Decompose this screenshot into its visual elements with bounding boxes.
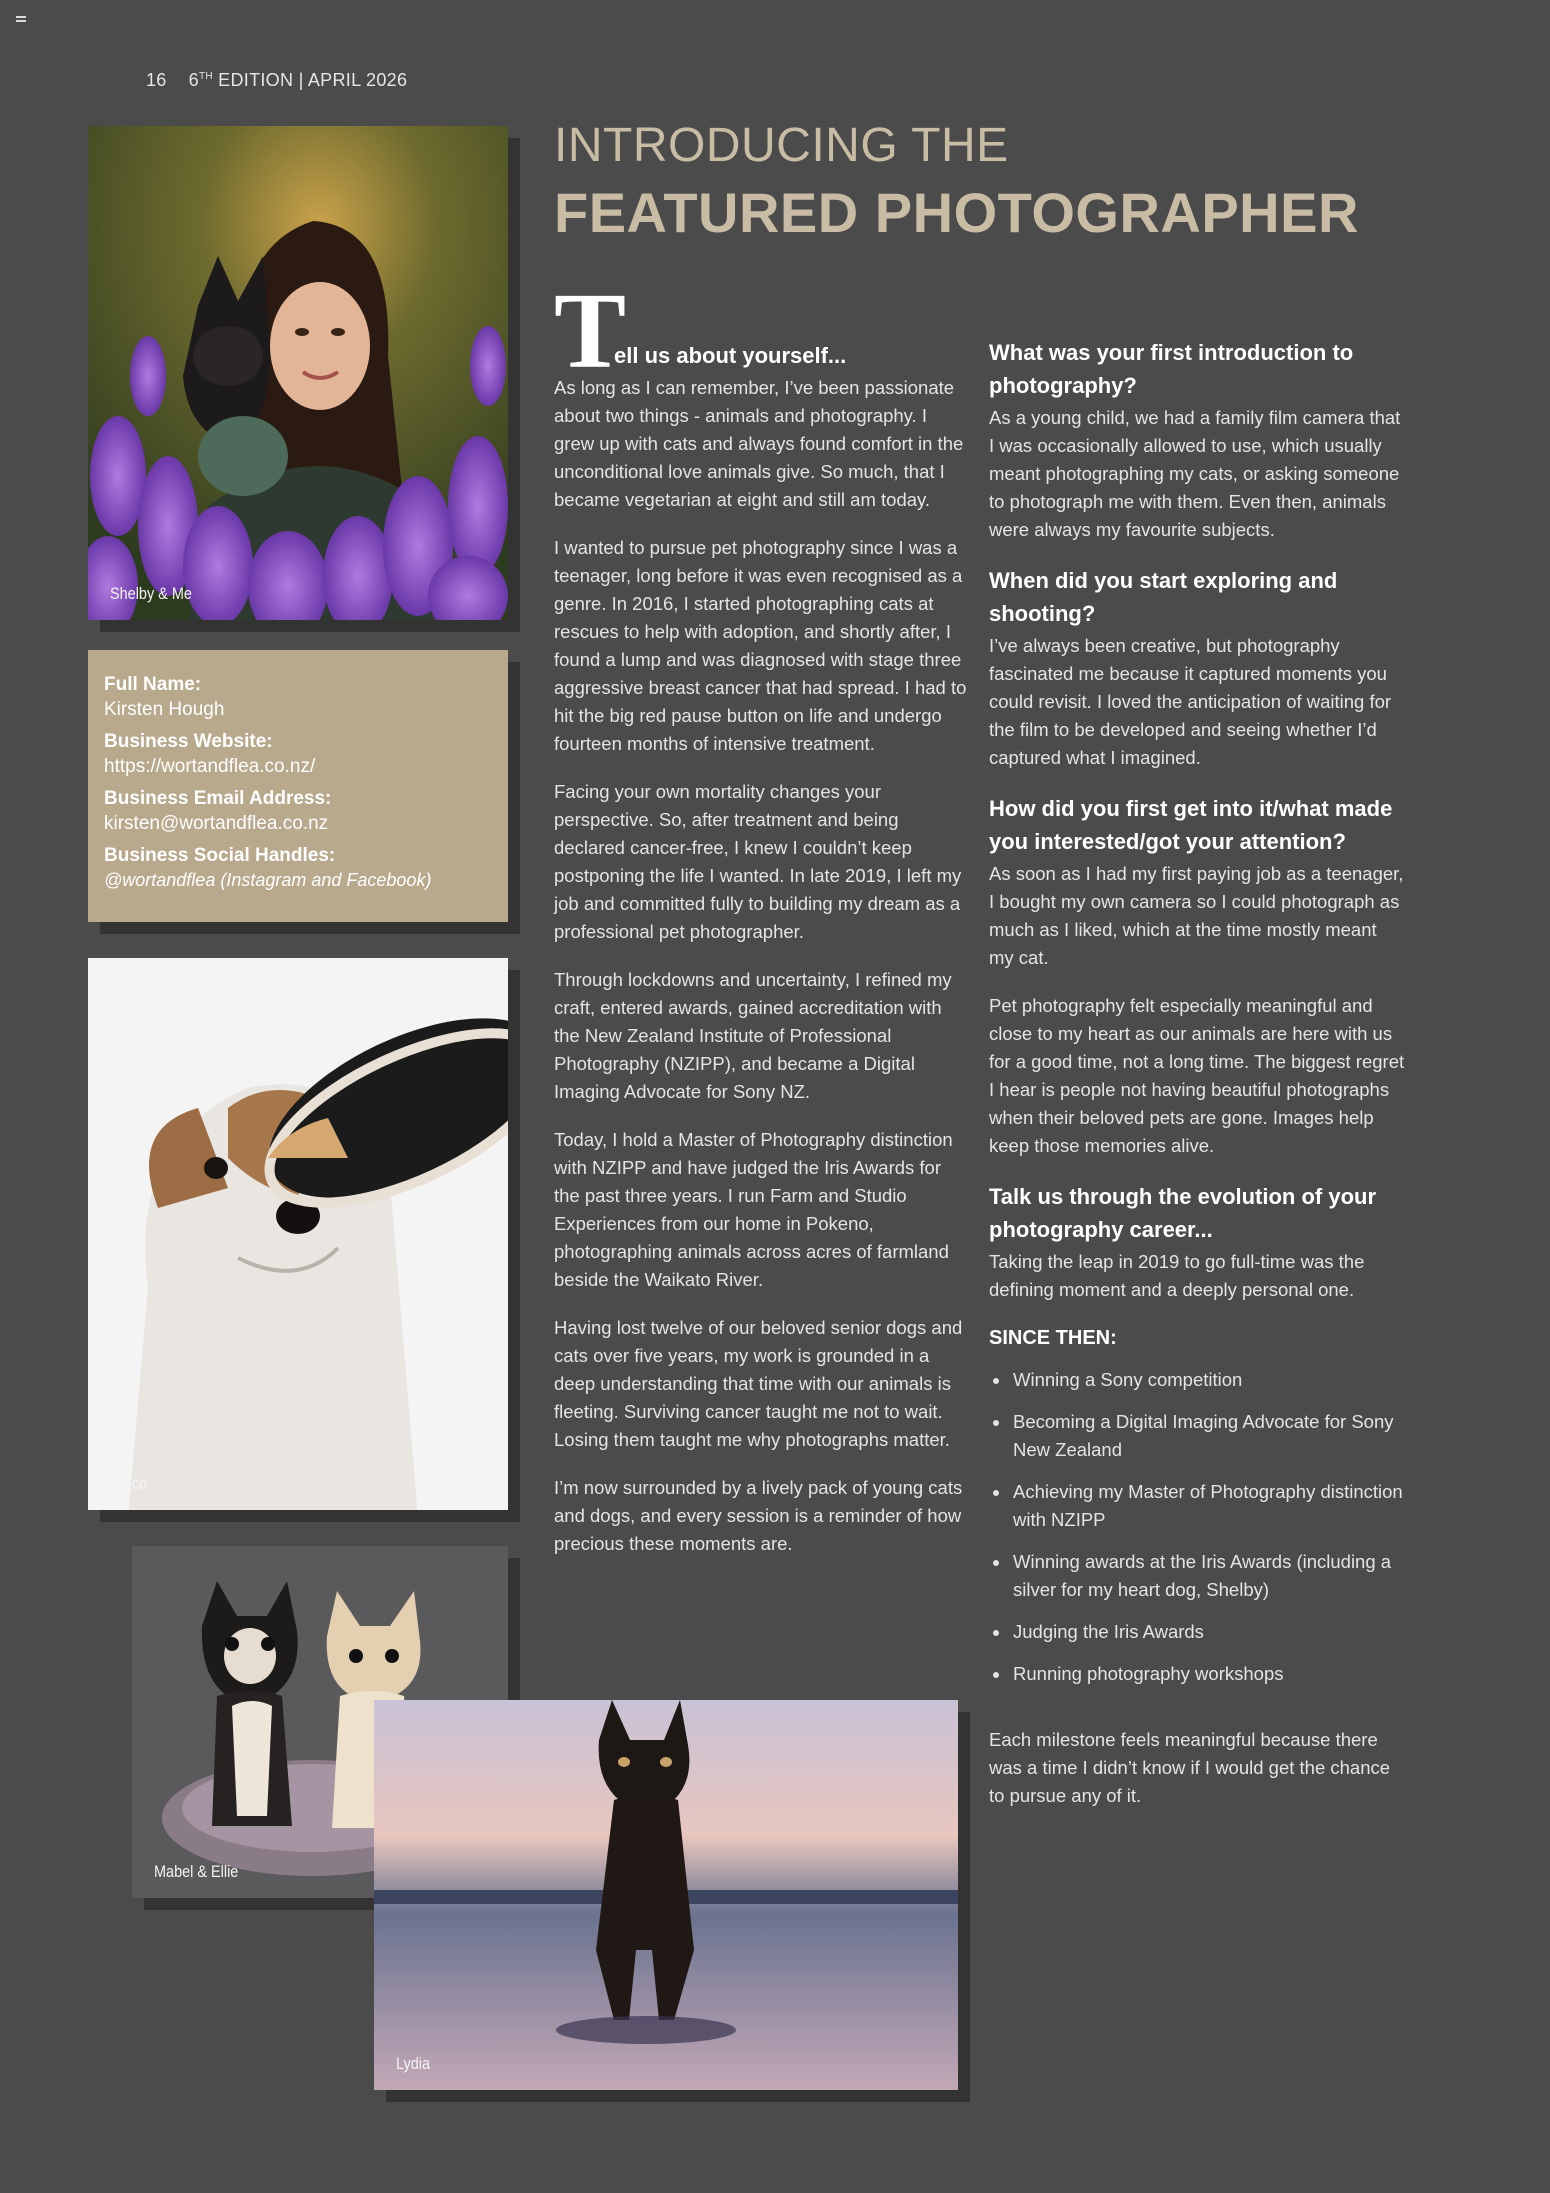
since-then-heading: SINCE THEN: bbox=[989, 1327, 1117, 1349]
paragraph: As a young child, we had a family film camera that I was occasionally allowed to use, which usually meant photographing my cats, or asking someone to photograph me with them. Even then, animals were always my favourite subjects. bbox=[989, 407, 1401, 540]
social-label: Business Social Handles: bbox=[104, 845, 336, 866]
dog-image bbox=[88, 958, 508, 1510]
website-label: Business Website: bbox=[104, 731, 273, 752]
photo-caption: Lydia bbox=[396, 2054, 431, 2073]
edition-date: EDITION | APRIL 2026 bbox=[212, 70, 408, 90]
closing-paragraph: Each milestone feels meaningful because there was a time I didn’t know if I would get the chance to pursue any of it. bbox=[989, 1729, 1391, 1806]
dog-running-image bbox=[374, 1700, 958, 2090]
paragraph: I’m now surrounded by a lively pack of young cats and dogs, and every session is a reminder of how precious these moments are. bbox=[554, 1477, 963, 1554]
photo-chico bbox=[88, 958, 508, 1510]
list-item: • Achieving my Master of Photography distinction with NZIPP bbox=[1011, 1478, 1405, 1534]
edition-number: 6 bbox=[188, 70, 199, 90]
list-item: • Running photography workshops bbox=[1011, 1660, 1405, 1688]
milestone-list bbox=[989, 1366, 1405, 1688]
paragraph: As soon as I had my first paying job as a teenager, I bought my own camera so I could photograph as much as I liked, which at the time mostly meant my cat. bbox=[989, 863, 1404, 968]
paragraph: Today, I hold a Master of Photography distinction with NZIPP and have judged the Iris Awards for the past three years. I run Farm and Studio Experiences from our home in Pokeno, photographing animals across acres of farmland beside the Waikato River. bbox=[554, 1129, 953, 1290]
title-intro: INTRODUCING THE bbox=[554, 119, 1009, 172]
photo-shelby-and-me bbox=[88, 126, 508, 620]
question-heading: What was your first introduction to photography? bbox=[989, 340, 1354, 398]
menu-icon[interactable] bbox=[16, 16, 26, 24]
intro-heading-text: ell us about yourself... bbox=[614, 343, 847, 368]
paragraph: Having lost twelve of our beloved senior dogs and cats over five years, my work is grounded in a deep understanding that time with our animals is fleeting. Surviving cancer taught me not to wait. Losing them taught me why photographs matter. bbox=[554, 1317, 963, 1450]
edition-suffix: TH bbox=[198, 71, 213, 82]
article-column-right bbox=[989, 336, 1405, 1830]
photographer-info-box bbox=[88, 650, 508, 922]
paragraph: Through lockdowns and uncertainty, I refined my craft, entered awards, gained accreditation with the New Zealand Institute of Professional Photography (NZIPP), and became a Digital Imaging Advocate for Sony NZ. bbox=[554, 969, 952, 1102]
question-heading: When did you start exploring and shooting? bbox=[989, 568, 1338, 626]
list-item: • Becoming a Digital Imaging Advocate for Sony New Zealand bbox=[1011, 1408, 1405, 1464]
list-item: • Winning awards at the Iris Awards (including a silver for my heart dog, Shelby) bbox=[1011, 1548, 1405, 1604]
question-heading: Talk us through the evolution of your photography career... bbox=[989, 1184, 1377, 1242]
intro-heading bbox=[554, 272, 970, 391]
paragraph: I wanted to pursue pet photography since I was a teenager, long before it was even recognised as a genre. In 2016, I started photographing cats at rescues to help with adoption, and shortly after, I found a lump and was diagnosed with stage three aggressive breast cancer that had spread. I had to hit the big red pause button on life and undergo fourteen months of intensive treatment. bbox=[554, 537, 967, 754]
drop-cap: T bbox=[554, 272, 627, 391]
paragraph: Facing your own mortality changes your perspective. So, after treatment and being declared cancer-free, I knew I couldn’t keep postponing the life I wanted. In late 2019, I left my job and committed fully to building my dream as a professional pet photographer. bbox=[554, 781, 962, 942]
portrait-image bbox=[88, 126, 508, 620]
page-header bbox=[146, 70, 407, 91]
full-name-value: Kirsten Hough bbox=[104, 699, 225, 720]
photo-caption: Mabel & Ellie bbox=[154, 1862, 239, 1881]
paragraph: As long as I can remember, I’ve been passionate about two things - animals and photography. I grew up with cats and always found comfort in the unconditional love animals give. So much, that I became vegetarian at eight and still am today. bbox=[554, 377, 964, 510]
social-handles: @wortandflea (Instagram and Facebook) bbox=[104, 870, 432, 890]
full-name-label: Full Name: bbox=[104, 674, 202, 695]
article-column-left bbox=[554, 272, 970, 1578]
photo-caption: Shelby & Me bbox=[110, 584, 192, 603]
photo-lydia bbox=[374, 1700, 958, 2090]
photo-caption: Chico bbox=[110, 1474, 147, 1493]
website-link[interactable]: https://wortandflea.co.nz/ bbox=[104, 756, 316, 777]
list-item: • Judging the Iris Awards bbox=[1011, 1618, 1405, 1646]
paragraph: Taking the leap in 2019 to go full-time was the defining moment and a deeply personal one. bbox=[989, 1251, 1365, 1300]
paragraph: Pet photography felt especially meaningful and close to my heart as our animals are here with us for a good time, not a long time. The biggest regret I hear is people not having beautiful photographs when their beloved pets are gone. Images help keep those memories alive. bbox=[989, 995, 1405, 1156]
paragraph: I’ve always been creative, but photography fascinated me because it captured moments you could revisit. I loved the anticipation of waiting for the film to be developed and seeing whether I’d captured what I imagined. bbox=[989, 635, 1392, 768]
email-link[interactable]: kirsten@wortandflea.co.nz bbox=[104, 813, 329, 834]
title-main: FEATURED PHOTOGRAPHER bbox=[554, 181, 1359, 244]
question-heading: How did you first get into it/what made you interested/got your attention? bbox=[989, 796, 1393, 854]
list-item: • Winning a Sony competition bbox=[1011, 1366, 1405, 1394]
email-label: Business Email Address: bbox=[104, 788, 332, 809]
page-number: 16 bbox=[146, 70, 167, 90]
